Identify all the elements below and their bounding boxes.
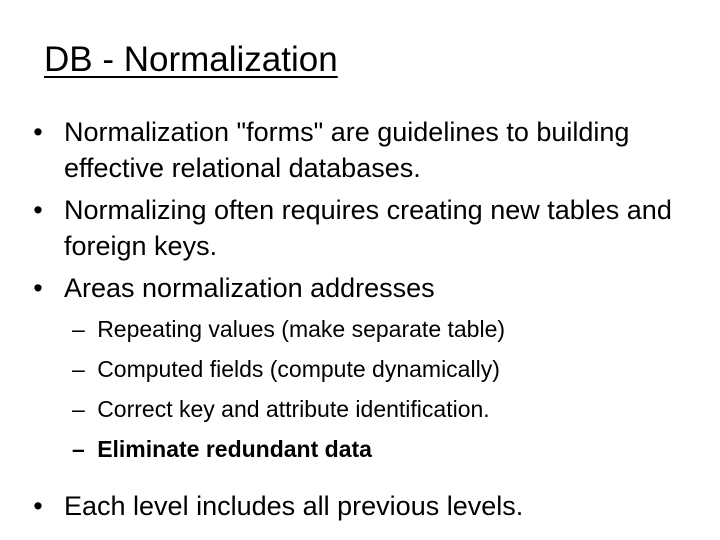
sub-bullet-item — [28, 314, 708, 344]
bullet-text: Areas normalization addresses — [64, 273, 435, 303]
sub-bullet-marker: – — [72, 396, 85, 422]
bullet-item — [28, 192, 708, 264]
sub-bullet-item — [28, 354, 708, 384]
bullet-marker: • — [33, 273, 43, 303]
slide-body — [28, 114, 708, 530]
bullet-text: Normalizing often requires creating new tables and foreign keys. — [64, 195, 672, 261]
sub-bullet-marker: – — [72, 356, 85, 382]
sub-bullet-marker: – — [72, 436, 85, 462]
bullet-text: Normalization "forms" are guidelines to building effective relational databases. — [64, 117, 630, 183]
bullet-marker: • — [33, 117, 43, 147]
bullet-text: Each level includes all previous levels. — [64, 491, 524, 521]
bullet-marker: • — [33, 195, 43, 225]
sub-bullet-text: Eliminate redundant data — [97, 436, 372, 462]
bullet-item — [28, 488, 708, 524]
slide-title: DB - Normalization — [44, 40, 338, 79]
bullet-item — [28, 114, 708, 186]
sub-bullet-item — [28, 394, 708, 424]
bullet-marker: • — [33, 491, 43, 521]
sub-bullet-marker: – — [72, 316, 85, 342]
sub-bullet-text: Repeating values (make separate table) — [97, 316, 506, 342]
sub-bullet-list — [28, 314, 708, 464]
bullet-item — [28, 270, 708, 306]
sub-bullet-text: Correct key and attribute identification. — [97, 396, 490, 422]
sub-bullet-text: Computed fields (compute dynamically) — [97, 356, 500, 382]
sub-bullet-item — [28, 434, 708, 464]
